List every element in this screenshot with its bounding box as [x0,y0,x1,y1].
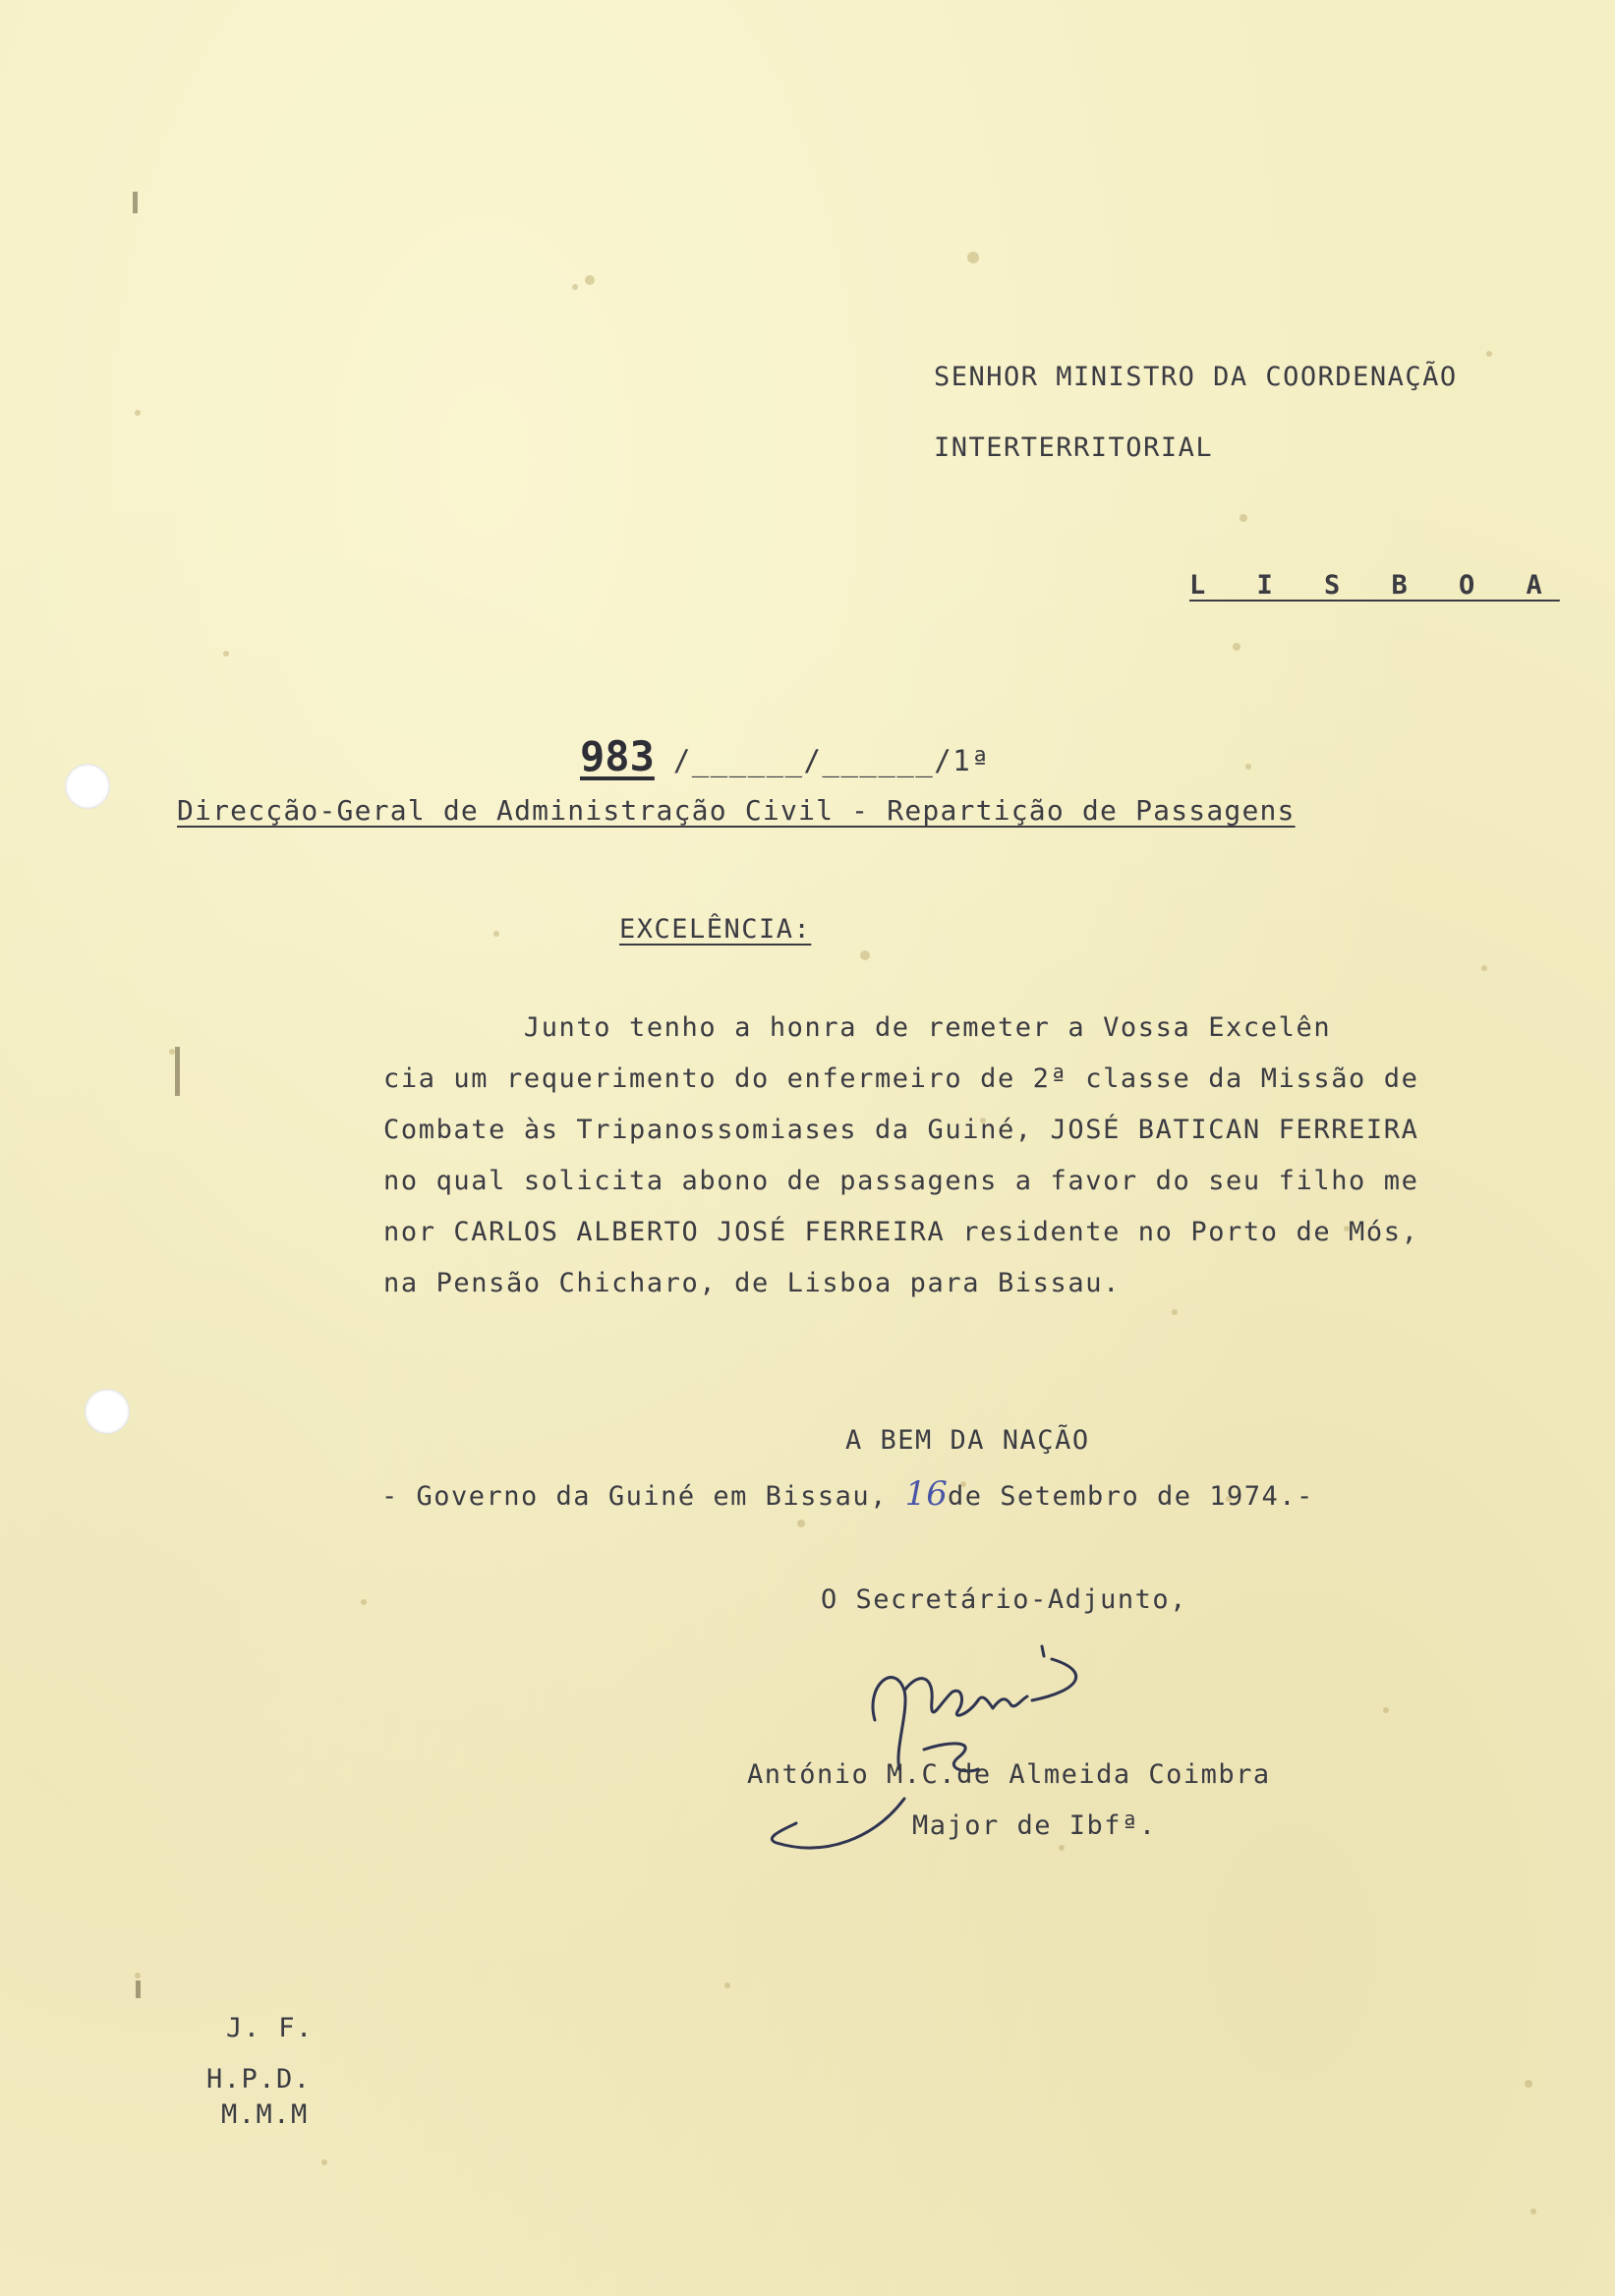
initials-line-2: H.P.D. [206,2064,312,2095]
reference-sep-1: / [654,744,692,777]
recipient-title-line2: INTERTERRITORIAL [934,432,1214,463]
reference-line [580,732,990,780]
dateline [381,1474,1314,1514]
signatory-title: O Secretário-Adjunto, [821,1584,1187,1615]
closing-formula: A BEM DA NAÇÃO [845,1425,1090,1456]
reference-sep-3: / [934,744,953,777]
body-line: Junto tenho a honra de remeter a Vossa Excelên [383,1012,1332,1043]
recipient-city: L I S B O A [1189,570,1560,601]
punch-hole-top [65,764,110,809]
initials-line-1: J. F. [226,2013,314,2043]
reference-suffix: 1ª [952,744,991,777]
signatory-name: António M.C.de Almeida Coimbra [747,1759,1271,1790]
dateline-prefix: - Governo da Guiné em Bissau, [381,1481,905,1512]
body-line: cia um requerimento do enfermeiro de 2ª classe da Missão de [383,1063,1419,1094]
reference-blank-1: ______ [691,744,804,777]
body-line: no qual solicita abono de passagens a favor do seu filho me [383,1166,1419,1196]
salutation: EXCELÊNCIA: [619,914,812,945]
handwritten-day: 16 [904,1474,948,1514]
recipient-title-line1: SENHOR MINISTRO DA COORDENAÇÃO [934,362,1458,392]
department-line: Direcção-Geral de Administração Civil - Repartição de Passagens [177,794,1296,827]
body-line: na Pensão Chicharo, de Lisboa para Bissau. [383,1268,1121,1298]
body-line: Combate às Tripanossomiases da Guiné, JOSÉ BATICAN FERREIRA [383,1115,1419,1145]
reference-blank-2: ______ [822,744,935,777]
body-line: nor CARLOS ALBERTO JOSÉ FERREIRA residente no Porto de Mós, [383,1217,1419,1247]
reference-number: 983 [580,732,655,780]
initials-line-3: M.M.M [221,2099,309,2130]
dateline-suffix: de Setembro de 1974.- [947,1481,1314,1512]
letter-body [383,1012,1524,1298]
punch-hole-bottom [85,1389,130,1434]
reference-sep-2: / [803,744,823,777]
signatory-rank: Major de Ibfª. [912,1810,1157,1841]
